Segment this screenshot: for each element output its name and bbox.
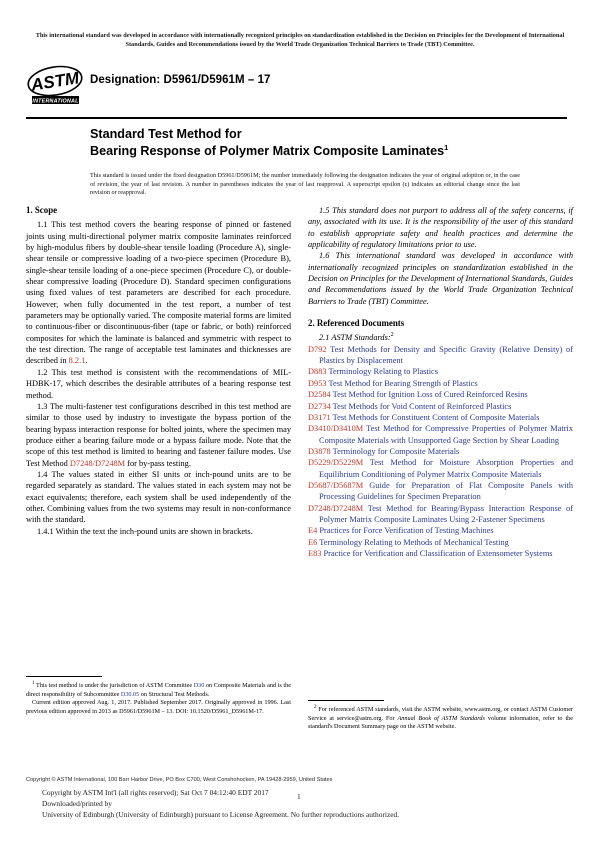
- ref-title[interactable]: Test Method for Bearing Strength of Plastics: [328, 378, 478, 388]
- ref-id[interactable]: D2734: [308, 401, 331, 411]
- page-number: 1: [297, 792, 301, 801]
- list-item[interactable]: [308, 457, 573, 480]
- list-item[interactable]: [308, 412, 573, 423]
- link-d30-05[interactable]: D30.05: [120, 690, 140, 698]
- footnote-divider-right: [308, 700, 384, 701]
- title-line-1: Standard Test Method for: [90, 127, 242, 141]
- designation-text: Designation: D5961/D5961M – 17: [90, 74, 271, 86]
- footnote-left: [26, 682, 291, 716]
- ref-id[interactable]: D953: [308, 378, 327, 388]
- paragraph-1-1: [26, 219, 291, 366]
- ref-title[interactable]: Test Method for Bearing/Bypass Interaction Response of Polymer Matrix Composite Laminates Using 2-Fastener Specimens: [319, 503, 574, 524]
- ref-id[interactable]: D883: [308, 367, 327, 377]
- subsection-2-1: [308, 332, 573, 343]
- list-item[interactable]: [308, 344, 573, 367]
- footnote-2-part1: For referenced ASTM standards, visit the ASTM website, www.astm.org, or contact ASTM Customer Service at service@astm.org. For: [308, 706, 573, 722]
- footnote-1: [26, 682, 291, 699]
- ref-id[interactable]: D7248/D7248M: [308, 503, 364, 513]
- left-column: [26, 205, 291, 537]
- license-line-1: Copyright by ASTM Int'l (all rights reserved); Sat Oct 7 04:12:40 EDT 2017: [42, 788, 269, 797]
- footnote-right: [308, 706, 573, 732]
- ref-title[interactable]: Test Methods for Constituent Content of Composite Materials: [332, 412, 540, 422]
- ref-id[interactable]: D2584: [308, 390, 331, 400]
- paragraph-1-4: 1.4 The values stated in either SI units or inch-pound units are to be regarded separately as standard. The values stated in each system may not be exact equivalents; therefore, each system shall be used independently of the other. Combining values from the two systems may result in non-conformance with the standard.: [26, 469, 291, 525]
- paragraph-1-3-text: 1.3 The multi-fastener test configurations described in this test method are similar to those used by industry to investigate the bypass portion of the bearing bypass interaction response for bolted joints, where the specimen may produce either a bearing failure mode or a bypass failure mode. Note that the scope of this test method is limited to bearing and fastener failure modes. Use Test Method: [26, 401, 291, 468]
- footnote-1-part3: on Structural Test Methods.: [139, 690, 210, 698]
- footnote-1-edition: Current edition approved Aug. 1, 2017. Published September 2017. Originally approved in 1996. Last previous edition approved in 2013 as D5961/D5961M – 13. DOI: 10.1520/D5961_D5961M-17.: [26, 699, 291, 715]
- footnote-1-marker: 1: [32, 680, 35, 686]
- paragraph-1-5: 1.5 This standard does not purport to address all of the safety concerns, if any, associated with its use. It is the responsibility of the user of this standard to establish appropriate safety and health practices and determine the applicability of regulatory limitations prior to use.: [308, 206, 573, 250]
- footnote-2-part2: volume information, refer to the standard's Document Summary page on the ASTM website.: [308, 714, 574, 730]
- list-item[interactable]: [308, 378, 573, 389]
- section-heading-referenced-documents: 2. Referenced Documents: [308, 318, 405, 329]
- paragraph-1-4-1: 1.4.1 Within the text the inch-pound units are shown in brackets.: [37, 526, 253, 536]
- ref-id[interactable]: E4: [308, 526, 318, 536]
- ref-id[interactable]: D792: [308, 344, 327, 354]
- title-line-2-wrap: [90, 143, 520, 160]
- footnote-divider-left: [26, 676, 102, 677]
- astm-logo-icon: [26, 62, 86, 106]
- list-item[interactable]: [308, 503, 573, 526]
- paragraph-1-1-tail: .: [85, 356, 88, 366]
- ref-title[interactable]: Test Method for Moisture Absorption Properties and Equilibrium Conditioning of Polymer Matrix Composite Materials: [319, 458, 573, 479]
- wto-notice: This international standard was developed in accordance with internationally recognized principles on standardization established in the Decision on Principles for the Development of International Standards, Guides and Recommendations issued by the World Trade Organization Technical Barriers to Trade (TBT) Committee.: [35, 32, 565, 49]
- link-section-8-2-1[interactable]: 8.2.1: [68, 356, 86, 366]
- ref-id[interactable]: E83: [308, 548, 322, 558]
- paragraph-1-3: [26, 401, 291, 469]
- ref-title[interactable]: Test Method for Ignition Loss of Cured Reinforced Resins: [332, 390, 528, 400]
- list-item[interactable]: [308, 548, 573, 559]
- section-heading-scope: 1. Scope: [26, 205, 58, 215]
- license-block: [42, 787, 522, 821]
- footnote-1-part2: on Composite Materials and is the direct responsibility of Subcommittee: [26, 682, 291, 698]
- list-item[interactable]: [308, 525, 573, 536]
- list-item[interactable]: [308, 389, 573, 400]
- paragraph-1-3-tail: for by-pass testing.: [125, 458, 191, 468]
- list-item[interactable]: [308, 480, 573, 503]
- ref-id[interactable]: D5229/D5229M: [308, 458, 364, 468]
- footnote-1-part1: This test method is under the jurisdiction of ASTM Committee: [36, 682, 194, 689]
- subsection-2-1-label: 2.1 ASTM Standards:: [319, 333, 391, 343]
- issue-note: This standard is issued under the fixed designation D5961/D5961M; the number immediately following the designation indicates the year of original adoption or, in the case of revision, the year of last revision. A number in parentheses indicates the year of last reapproval. A superscript epsilon (ε) indicates an editorial change since the last revision or reapproval.: [90, 172, 520, 197]
- license-line-3: University of Edinburgh (University of Edinburgh) pursuant to License Agreement. No further reproductions authorized.: [42, 810, 400, 820]
- ref-title[interactable]: Test Method for Compressive Properties of Polymer Matrix Composite Materials with Unsupported Gage Section by Shear Loading: [319, 424, 573, 445]
- list-item[interactable]: [308, 537, 573, 548]
- link-d7248[interactable]: D7248/D7248M: [69, 458, 126, 468]
- list-item[interactable]: [308, 366, 573, 377]
- license-line-2: Downloaded/printed by: [42, 799, 112, 809]
- footnote-2-marker: 2: [314, 704, 317, 710]
- ref-title[interactable]: Guide for Preparation of Flat Composite Panels with Processing Guidelines for Specimen Preparation: [319, 480, 574, 502]
- ref-title[interactable]: Test Methods for Density and Specific Gravity (Relative Density) of Plastics by Displacement: [319, 344, 573, 366]
- ref-title[interactable]: Practice for Verification and Classification of Extensometer Systems: [323, 548, 553, 558]
- title-line-2: Bearing Response of Polymer Matrix Composite Laminates: [90, 143, 445, 158]
- paragraph-1-1-text: 1.1 This test method covers the bearing response of pinned or fastened joints using multi-directional polymer matrix composite laminates reinforced by high-modulus fibers by double-shear tensile loading (Procedure A), single-shear tensile or compressive loading of a two-piece specimen (Procedure B), single-shear tensile loading of a one-piece specimen (Procedure C), or double-shear compressive loading (Procedure D). Standard specimen configurations using fixed values of test parameters are described for each procedure. However, when fully documented in the test report, a number of test parameters may be optionally varied. The composite material forms are limited to continuous-fiber or discontinuous-fiber (tape or fabric, or both) reinforced composites for which the laminate is balanced and symmetric with respect to the test direction. The range of acceptable test laminates and thicknesses are described in: [26, 220, 291, 366]
- ref-title[interactable]: Terminology Relating to Methods of Mechanical Testing: [319, 537, 509, 547]
- ref-id[interactable]: D3878: [308, 446, 331, 456]
- page-title: [90, 126, 520, 159]
- footnote-2: [308, 706, 573, 732]
- ref-id[interactable]: E6: [308, 537, 318, 547]
- ref-title[interactable]: Terminology Relating to Plastics: [328, 367, 438, 377]
- header-divider: [26, 117, 567, 119]
- list-item[interactable]: [308, 423, 573, 446]
- footnote-2-italic: Annual Book of ASTM Standards: [397, 714, 485, 722]
- document-header: [26, 62, 566, 112]
- ref-id[interactable]: D3171: [308, 412, 331, 422]
- title-footnote-marker: 1: [444, 142, 449, 152]
- list-item[interactable]: [308, 446, 573, 457]
- svg-text:ASTM: ASTM: [29, 68, 81, 95]
- subsection-2-1-footnote-marker: 2: [390, 332, 394, 339]
- ref-id[interactable]: D5687/D5687M: [308, 480, 364, 490]
- paragraph-1-2: 1.2 This test method is consistent with the recommendations of MIL-HDBK-17, which describes the desirable attributes of a bearing response test method.: [26, 367, 291, 400]
- list-item[interactable]: [308, 401, 573, 412]
- paragraph-1-6: 1.6 This international standard was developed in accordance with internationally recognized principles on standardization established in the Decision on Principles for the Development of International Standards, Guides and Recommendations issued by the World Trade Organization Technical Barriers to Trade (TBT) Committee.: [308, 251, 573, 306]
- link-d30[interactable]: D30: [193, 682, 205, 689]
- referenced-documents-list: [308, 344, 573, 560]
- ref-id[interactable]: D3410/D3410M: [308, 424, 364, 434]
- right-column: [308, 205, 573, 559]
- ref-title[interactable]: Test Methods for Void Content of Reinforced Plastics: [332, 401, 512, 411]
- svg-text:INTERNATIONAL: INTERNATIONAL: [32, 98, 79, 105]
- ref-title[interactable]: Terminology for Composite Materials: [332, 446, 460, 456]
- ref-title[interactable]: Practices for Force Verification of Testing Machines: [319, 526, 494, 536]
- copyright-notice: Copyright © ASTM International, 100 Barr Harbor Drive, PO Box C700, West Conshohocken, PA 19428-2959, United States: [26, 777, 333, 783]
